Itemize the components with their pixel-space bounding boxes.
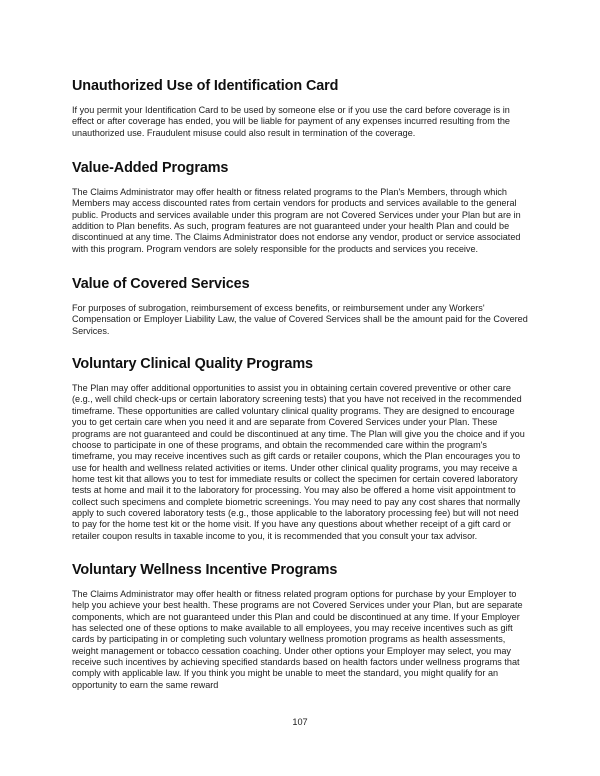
page-content [72, 78, 528, 691]
section-voluntary-clinical-quality-programs [72, 356, 528, 542]
section-heading: Voluntary Clinical Quality Programs [72, 356, 313, 373]
section-body: For purposes of subrogation, reimbursement of excess benefits, or reimbursement under any Workers' Compensation or Employer Liability Law, the value of Covered Services shall be the amount paid for the Covered Services. [72, 303, 528, 336]
section-body: If you permit your Identification Card to be used by someone else or if you use the card before coverage is in effect or after coverage has ended, you will be liable for payment of any expenses incurred resulting from the unauthorized use. Fraudulent misuse could also result in termination of the coverage. [72, 105, 510, 138]
page-number: 107 [292, 717, 308, 727]
section-body: The Claims Administrator may offer health or fitness related program options for purchase by your Employer to help you achieve your best health. These programs are not Covered Services under your Plan, but are separate components, which are not guaranteed under this Plan and could be discontinued at any time. If your Employer has selected one of these options to make available to all employees, you may receive incentives such as gift cards by participating in or completing such voluntary wellness promotion programs as health assessments, weight management or tobacco cessation coaching. Under other options your Employer may select, you may receive such incentives by achieving specified standards based on health factors under wellness programs that comply with applicable law. If you think you might be unable to meet the standard, you might qualify for an opportunity to earn the same reward [72, 588, 523, 690]
section-spacer [72, 255, 528, 276]
section-value-of-covered-services [72, 276, 528, 337]
section-spacer [72, 542, 528, 562]
section-body: The Plan may offer additional opportunities to assist you in obtaining certain covered preventive or other care (e.g., well child check-ups or certain laboratory screening tests) that you have not received in the recommended timeframe. These opportunities are called voluntary clinical quality programs. They are designed to encourage you to get certain care when you need it and are separate from Covered Services under your Plan. These programs are not guaranteed and could be discontinued at any time. The Plan will give you the choice and if you choose to participate in one of these programs, and obtain the recommended care within the program's timeframe, you may receive incentives such as gift cards or retailer coupons, which the Plan encourages you to use for health and wellness related activities or items. Under other clinical quality programs, you may receive a home test kit that allows you to test for immediate results or collect the specimen for certain covered laboratory tests at home and mail it to the laboratory for processing. You may also be offered a home visit appointment to collect such specimens and complete biometric screenings. You may need to pay any cost shares that normally apply to such covered laboratory tests (e.g., those applicable to the laboratory processing fee) but will not need to pay for the home test kit or the home visit. If you have any questions about whether receipt of a gift card or retailer coupon results in taxable income to you, it is recommended that you consult your tax advisor. [72, 383, 525, 541]
section-voluntary-wellness-incentive-programs [72, 562, 528, 691]
section-unauthorized-use-of-identification-card [72, 78, 528, 139]
section-heading: Value-Added Programs [72, 160, 229, 177]
section-body: The Claims Administrator may offer health or fitness related programs to the Plan's Members, through which Members may access discounted rates from certain vendors for products and services available to the general public. Products and services available under this program are not Covered Services under your Plan but are in addition to Plan benefits. As such, program features are not guaranteed under your health Plan and could be discontinued at any time. The Claims Administrator does not endorse any vendor, product or service associated with this program. Program vendors are solely responsible for the products and services you receive. [72, 187, 521, 254]
section-heading: Unauthorized Use of Identification Card [72, 78, 339, 94]
section-spacer [72, 139, 528, 160]
section-value-added-programs [72, 160, 528, 255]
section-heading: Value of Covered Services [72, 276, 250, 293]
section-spacer [72, 337, 528, 356]
section-heading: Voluntary Wellness Incentive Programs [72, 561, 338, 578]
